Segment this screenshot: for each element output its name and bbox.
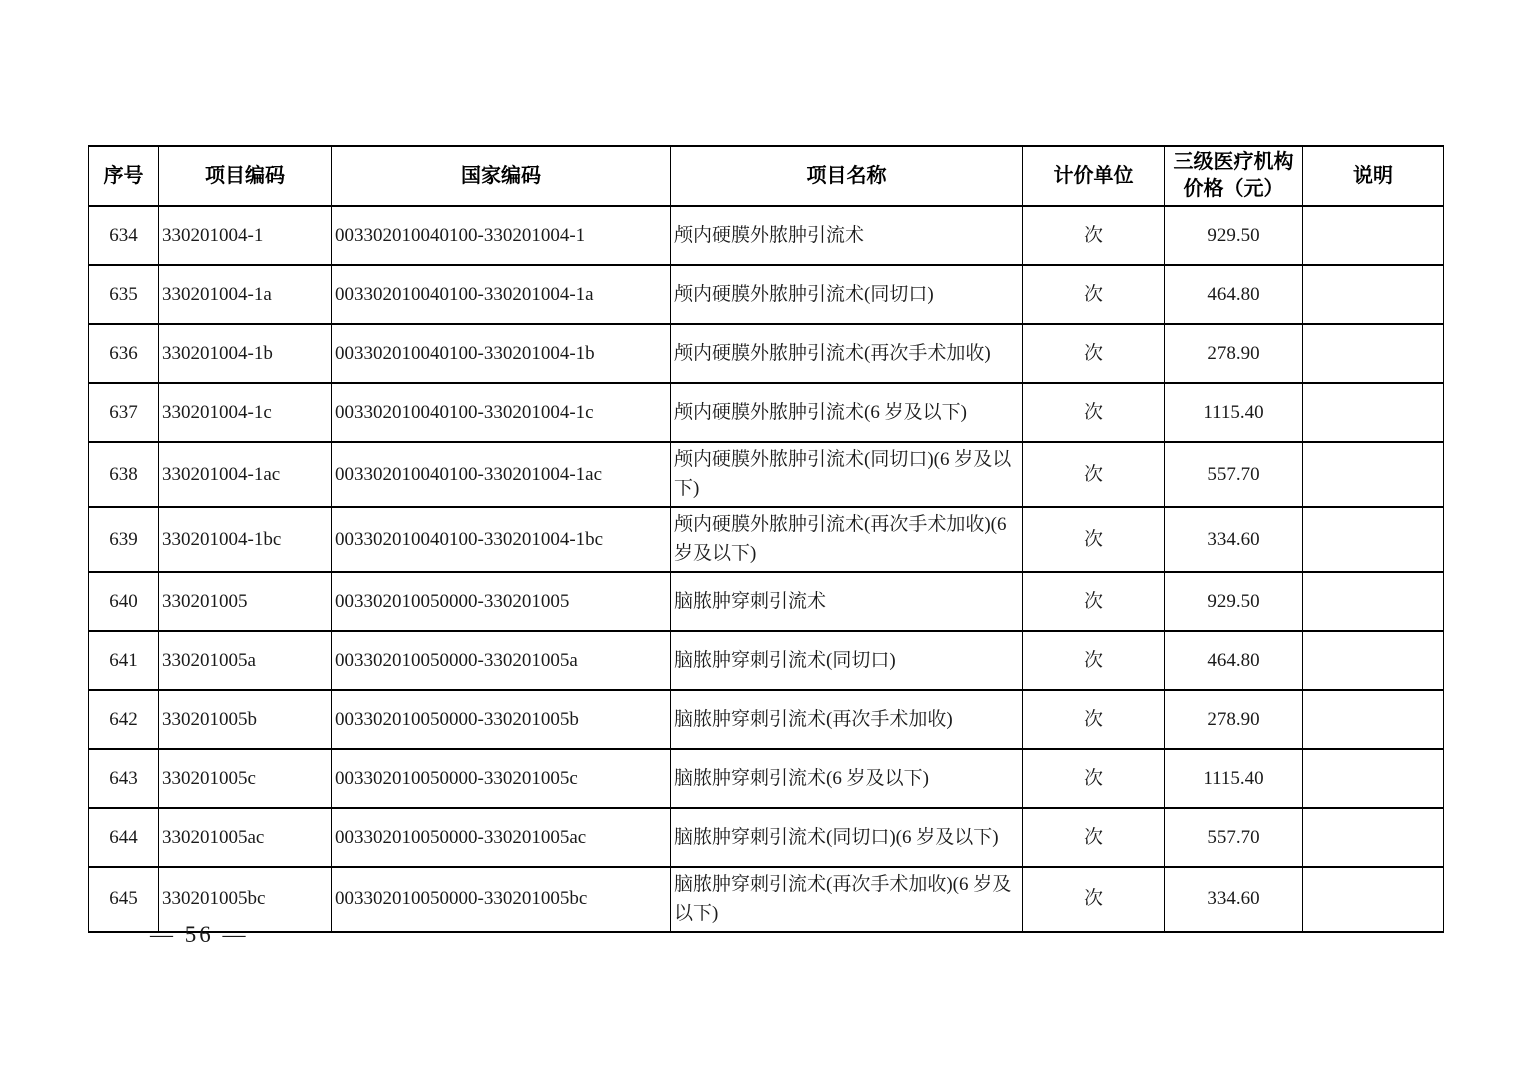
row-note <box>1303 867 1444 932</box>
row-price: 557.70 <box>1165 442 1303 507</box>
row-item-name: 脑脓肿穿刺引流术(再次手术加收) <box>671 690 1023 749</box>
row-price: 929.50 <box>1165 206 1303 265</box>
row-price: 334.60 <box>1165 867 1303 932</box>
row-price: 1115.40 <box>1165 749 1303 808</box>
row-unit: 次 <box>1023 631 1165 690</box>
row-national-code: 003302010050000-330201005 <box>332 572 671 631</box>
header-unit: 计价单位 <box>1023 146 1165 206</box>
row-project-code: 330201004-1 <box>159 206 332 265</box>
row-project-code: 330201005bc <box>159 867 332 932</box>
row-item-name: 脑脓肿穿刺引流术 <box>671 572 1023 631</box>
row-seq: 639 <box>89 507 159 572</box>
row-item-name: 颅内硬膜外脓肿引流术(同切口)(6 岁及以下) <box>671 442 1023 507</box>
table-row <box>89 324 1444 383</box>
table-row <box>89 383 1444 442</box>
row-project-code: 330201004-1b <box>159 324 332 383</box>
table-row <box>89 206 1444 265</box>
row-unit: 次 <box>1023 867 1165 932</box>
row-item-name: 颅内硬膜外脓肿引流术(6 岁及以下) <box>671 383 1023 442</box>
row-national-code: 003302010050000-330201005b <box>332 690 671 749</box>
row-seq: 634 <box>89 206 159 265</box>
page-number: — 56 — <box>150 922 249 947</box>
row-item-name: 脑脓肿穿刺引流术(6 岁及以下) <box>671 749 1023 808</box>
table-header-row <box>89 146 1444 206</box>
table-row <box>89 631 1444 690</box>
table-row <box>89 690 1444 749</box>
row-note <box>1303 383 1444 442</box>
row-project-code: 330201005b <box>159 690 332 749</box>
row-item-name: 脑脓肿穿刺引流术(同切口) <box>671 631 1023 690</box>
row-price: 334.60 <box>1165 507 1303 572</box>
row-price: 278.90 <box>1165 690 1303 749</box>
row-unit: 次 <box>1023 749 1165 808</box>
row-seq: 638 <box>89 442 159 507</box>
row-seq: 637 <box>89 383 159 442</box>
row-price: 557.70 <box>1165 808 1303 867</box>
row-unit: 次 <box>1023 442 1165 507</box>
table-row <box>89 507 1444 572</box>
row-project-code: 330201005a <box>159 631 332 690</box>
row-price: 278.90 <box>1165 324 1303 383</box>
table-row <box>89 265 1444 324</box>
row-unit: 次 <box>1023 690 1165 749</box>
row-unit: 次 <box>1023 808 1165 867</box>
row-seq: 635 <box>89 265 159 324</box>
row-item-name: 颅内硬膜外脓肿引流术(同切口) <box>671 265 1023 324</box>
row-seq: 642 <box>89 690 159 749</box>
row-note <box>1303 690 1444 749</box>
row-seq: 640 <box>89 572 159 631</box>
row-seq: 636 <box>89 324 159 383</box>
row-national-code: 003302010050000-330201005bc <box>332 867 671 932</box>
row-national-code: 003302010040100-330201004-1 <box>332 206 671 265</box>
header-price: 三级医疗机构价格（元） <box>1165 146 1303 206</box>
row-project-code: 330201004-1ac <box>159 442 332 507</box>
row-price: 929.50 <box>1165 572 1303 631</box>
row-project-code: 330201004-1a <box>159 265 332 324</box>
row-price: 1115.40 <box>1165 383 1303 442</box>
row-national-code: 003302010040100-330201004-1bc <box>332 507 671 572</box>
row-note <box>1303 324 1444 383</box>
row-project-code: 330201004-1c <box>159 383 332 442</box>
row-project-code: 330201004-1bc <box>159 507 332 572</box>
row-national-code: 003302010040100-330201004-1ac <box>332 442 671 507</box>
row-national-code: 003302010050000-330201005c <box>332 749 671 808</box>
row-unit: 次 <box>1023 383 1165 442</box>
row-seq: 645 <box>89 867 159 932</box>
row-item-name: 颅内硬膜外脓肿引流术(再次手术加收)(6 岁及以下) <box>671 507 1023 572</box>
header-national-code: 国家编码 <box>332 146 671 206</box>
row-note <box>1303 507 1444 572</box>
row-item-name: 脑脓肿穿刺引流术(再次手术加收)(6 岁及以下) <box>671 867 1023 932</box>
row-unit: 次 <box>1023 507 1165 572</box>
row-item-name: 脑脓肿穿刺引流术(同切口)(6 岁及以下) <box>671 808 1023 867</box>
header-project-code: 项目编码 <box>159 146 332 206</box>
row-unit: 次 <box>1023 265 1165 324</box>
row-unit: 次 <box>1023 324 1165 383</box>
row-note <box>1303 572 1444 631</box>
row-national-code: 003302010040100-330201004-1b <box>332 324 671 383</box>
row-project-code: 330201005ac <box>159 808 332 867</box>
row-item-name: 颅内硬膜外脓肿引流术(再次手术加收) <box>671 324 1023 383</box>
row-seq: 644 <box>89 808 159 867</box>
row-note <box>1303 206 1444 265</box>
row-national-code: 003302010040100-330201004-1c <box>332 383 671 442</box>
row-note <box>1303 265 1444 324</box>
row-project-code: 330201005c <box>159 749 332 808</box>
header-seq: 序号 <box>89 146 159 206</box>
row-national-code: 003302010050000-330201005a <box>332 631 671 690</box>
row-unit: 次 <box>1023 572 1165 631</box>
row-note <box>1303 631 1444 690</box>
row-note <box>1303 442 1444 507</box>
header-item-name: 项目名称 <box>671 146 1023 206</box>
row-seq: 641 <box>89 631 159 690</box>
row-national-code: 003302010050000-330201005ac <box>332 808 671 867</box>
table-row <box>89 749 1444 808</box>
row-note <box>1303 808 1444 867</box>
medical-price-table <box>88 145 1444 933</box>
table-body <box>89 206 1444 932</box>
row-unit: 次 <box>1023 206 1165 265</box>
header-note: 说明 <box>1303 146 1444 206</box>
table-row <box>89 867 1444 932</box>
row-price: 464.80 <box>1165 631 1303 690</box>
row-price: 464.80 <box>1165 265 1303 324</box>
table-row <box>89 572 1444 631</box>
table-row <box>89 808 1444 867</box>
row-project-code: 330201005 <box>159 572 332 631</box>
row-item-name: 颅内硬膜外脓肿引流术 <box>671 206 1023 265</box>
row-national-code: 003302010040100-330201004-1a <box>332 265 671 324</box>
table-row <box>89 442 1444 507</box>
row-note <box>1303 749 1444 808</box>
row-seq: 643 <box>89 749 159 808</box>
